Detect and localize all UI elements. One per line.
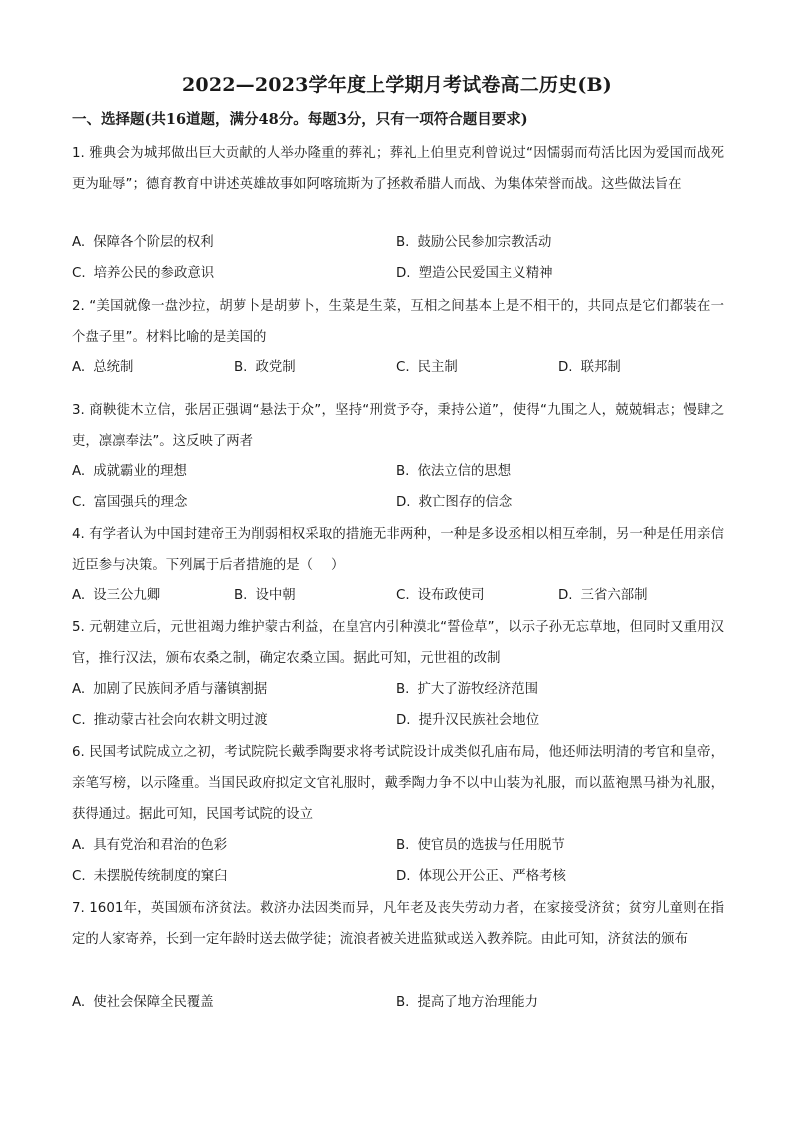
question-3-option-b[interactable] bbox=[396, 462, 511, 482]
option-letter: A. bbox=[72, 235, 86, 250]
question-6-option-a[interactable] bbox=[72, 836, 227, 856]
option-text: 使社会保障全民覆盖 bbox=[93, 995, 214, 1010]
question-5-option-b[interactable] bbox=[396, 680, 538, 700]
option-letter: C. bbox=[396, 360, 410, 375]
question-1-option-a[interactable] bbox=[72, 233, 214, 253]
question-4-stem bbox=[72, 519, 724, 581]
option-letter: A. bbox=[72, 682, 86, 697]
option-letter: B. bbox=[396, 838, 410, 853]
option-text: 扩大了游牧经济范围 bbox=[417, 682, 538, 697]
option-letter: B. bbox=[234, 360, 248, 375]
option-letter: B. bbox=[396, 464, 410, 479]
option-letter: A. bbox=[72, 995, 86, 1010]
question-2-stem: 2. “美国就像一盘沙拉，胡萝卜是胡萝卜，生菜是生菜，互相之间基本上是不相干的，共同点是它们都装在一个盘子里”。材料比喻的是美国的 bbox=[72, 299, 724, 345]
question-7-option-b[interactable] bbox=[396, 993, 538, 1013]
question-6-option-d[interactable] bbox=[396, 867, 566, 887]
option-text: 未摆脱传统制度的窠臼 bbox=[93, 869, 228, 884]
option-letter: D. bbox=[558, 360, 573, 375]
question-1-option-c[interactable] bbox=[72, 264, 214, 284]
option-letter: D. bbox=[396, 869, 411, 884]
option-letter: C. bbox=[72, 495, 86, 510]
question-2-option-c[interactable] bbox=[396, 358, 458, 378]
question-5-option-d[interactable] bbox=[396, 711, 539, 731]
option-text: 设布政使司 bbox=[417, 588, 485, 603]
question-4-option-a[interactable] bbox=[72, 586, 160, 606]
option-letter: A. bbox=[72, 464, 86, 479]
option-text: 成就霸业的理想 bbox=[93, 464, 187, 479]
option-text: 加剧了民族间矛盾与藩镇割据 bbox=[93, 682, 268, 697]
option-letter: B. bbox=[396, 682, 410, 697]
question-5-option-a[interactable] bbox=[72, 680, 267, 700]
option-text: 三省六部制 bbox=[580, 588, 648, 603]
option-letter: A. bbox=[72, 360, 86, 375]
question-5-option-c[interactable] bbox=[72, 711, 268, 731]
option-text: 富国强兵的理念 bbox=[93, 495, 188, 510]
option-letter: A. bbox=[72, 588, 86, 603]
option-letter: C. bbox=[72, 713, 86, 728]
option-letter: C. bbox=[72, 266, 86, 281]
option-text: 使官员的选拔与任用脱节 bbox=[417, 838, 565, 853]
question-4-stem-text: 4. 有学者认为中国封建帝王为削弱相权采取的措施无非两种，一种是多设丞相以相互牵制，另一种是任用亲信近臣参与决策。下列属于后者措施的是（ bbox=[72, 527, 724, 573]
question-1-option-b[interactable] bbox=[396, 233, 551, 253]
question-4-option-c[interactable] bbox=[396, 586, 485, 606]
question-4-stem-close: ） bbox=[331, 558, 345, 573]
option-letter: D. bbox=[396, 713, 411, 728]
option-letter: D. bbox=[558, 588, 573, 603]
option-text: 提高了地方治理能力 bbox=[417, 995, 538, 1010]
question-7-option-a[interactable] bbox=[72, 993, 214, 1013]
question-3-option-d[interactable] bbox=[396, 493, 512, 513]
question-1-option-d[interactable] bbox=[396, 264, 552, 284]
option-text: 总统制 bbox=[93, 360, 134, 375]
question-3-option-a[interactable] bbox=[72, 462, 187, 482]
question-6-option-b[interactable] bbox=[396, 836, 565, 856]
option-text: 塑造公民爱国主义精神 bbox=[418, 266, 553, 281]
option-letter: C. bbox=[396, 588, 410, 603]
option-letter: D. bbox=[396, 266, 411, 281]
question-3-stem: 3. 商鞅徙木立信，张居正强调“悬法于众”，坚持“刑赏予夺，秉持公道”，使得“九围之人，兢兢辑志；慢肆之吏，凛凛奉法”。这反映了两者 bbox=[72, 403, 724, 449]
option-text: 提升汉民族社会地位 bbox=[418, 713, 540, 728]
option-text: 救亡图存的信念 bbox=[418, 495, 513, 510]
option-text: 设中朝 bbox=[255, 588, 296, 603]
option-letter: A. bbox=[72, 838, 86, 853]
option-letter: B. bbox=[396, 995, 410, 1010]
question-6-stem: 6. 民国考试院成立之初，考试院院长戴季陶要求将考试院设计成类似孔庙布局，他还师法明清的考官和皇帝，亲笔写榜，以示隆重。当国民政府拟定文官礼服时，戴季陶力争不以中山装为礼服，而以蓝袍黑马褂为礼服，获得通过。据此可知，民国考试院的设立 bbox=[72, 745, 724, 822]
section-heading: 一、选择题(共16道题，满分48分。每题3分，只有一项符合题目要求) bbox=[72, 111, 528, 128]
question-2-option-b[interactable] bbox=[234, 358, 296, 378]
page-title: 2022—2023学年度上学期月考试卷高二历史(B) bbox=[181, 74, 612, 96]
option-text: 体现公开公正、严格考核 bbox=[418, 869, 566, 884]
question-7-stem: 7. 1601年，英国颁布济贫法。救济办法因类而异，凡年老及丧失劳动力者，在家接受济贫；贫穷儿童则在指定的人家寄养，长到一定年龄时送去做学徒；流浪者被关进监狱或送入教养院。由此可知，济贫法的颁布 bbox=[72, 901, 724, 947]
option-letter: B. bbox=[234, 588, 248, 603]
question-4-option-d[interactable] bbox=[558, 586, 648, 606]
option-text: 推动蒙古社会向农耕文明过渡 bbox=[93, 713, 268, 728]
question-5-stem: 5. 元朝建立后，元世祖竭力维护蒙古利益，在皇宫内引种漠北“誓俭草”，以示子孙无忘草地，但同时又重用汉官，推行汉法，颁布农桑之制，确定农桑立国。据此可知，元世祖的改制 bbox=[72, 620, 724, 666]
question-1-stem: 1. 雅典会为城邦做出巨大贡献的人举办隆重的葬礼；葬礼上伯里克利曾说过“因懦弱而苟活比因为爱国而战死更为耻辱”；德育教育中讲述英雄故事如阿喀琉斯为了拯救希腊人而战、为集体荣誉而战。这些做法旨在 bbox=[72, 146, 724, 192]
option-text: 民主制 bbox=[417, 360, 458, 375]
option-text: 保障各个阶层的权利 bbox=[93, 235, 214, 250]
option-text: 政党制 bbox=[255, 360, 296, 375]
option-text: 设三公九卿 bbox=[93, 588, 161, 603]
option-text: 依法立信的思想 bbox=[417, 464, 512, 479]
option-letter: C. bbox=[72, 869, 86, 884]
option-letter: B. bbox=[396, 235, 410, 250]
option-text: 培养公民的参政意识 bbox=[93, 266, 215, 281]
question-3-option-c[interactable] bbox=[72, 493, 187, 513]
question-2-option-d[interactable] bbox=[558, 358, 621, 378]
question-6-option-c[interactable] bbox=[72, 867, 228, 887]
question-2-option-a[interactable] bbox=[72, 358, 133, 378]
option-text: 联邦制 bbox=[580, 360, 621, 375]
question-4-option-b[interactable] bbox=[234, 586, 296, 606]
option-letter: D. bbox=[396, 495, 411, 510]
option-text: 具有党治和君治的色彩 bbox=[93, 838, 228, 853]
option-text: 鼓励公民参加宗教活动 bbox=[417, 235, 552, 250]
